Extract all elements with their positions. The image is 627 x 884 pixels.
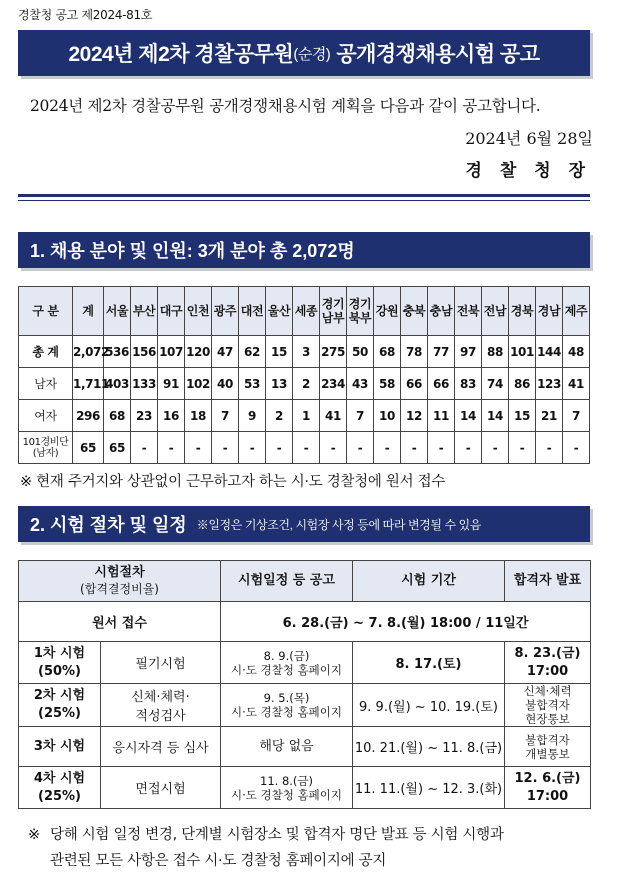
column-header: 경기 북부 — [347, 287, 374, 336]
column-header: 인천 — [185, 287, 212, 336]
header-announce: 시험일정 등 공고 — [221, 561, 353, 602]
row-label: 총 계 — [19, 336, 73, 368]
table-cell: 66 — [428, 368, 455, 400]
column-header: 경기 남부 — [320, 287, 347, 336]
table-cell: 2,072 — [73, 336, 104, 368]
column-header: 구 분 — [19, 287, 73, 336]
column-header: 부산 — [131, 287, 158, 336]
section2-title-note: ※일정은 기상조건, 시험장 사정 등에 따라 변경될 수 있음 — [196, 517, 481, 532]
table-cell: 74 — [482, 368, 509, 400]
table-cell: 47 — [212, 336, 239, 368]
application-row — [19, 602, 591, 642]
stage-result: 신체·체력 불합격자 현장통보 — [505, 684, 591, 727]
application-period: 6. 28.(금) ~ 7. 8.(월) 18:00 / 11일간 — [221, 602, 591, 642]
header-procedure: 시험절차 (합격결정비율) — [19, 561, 221, 602]
table-cell: 41 — [320, 400, 347, 432]
stage-announce: 8. 9.(금) 시·도 경찰청 홈페이지 — [221, 642, 353, 684]
table-cell: 1 — [293, 400, 320, 432]
table-cell: 296 — [73, 400, 104, 432]
table-cell: 2 — [293, 368, 320, 400]
divider-thick — [18, 194, 590, 197]
table-cell: 133 — [131, 368, 158, 400]
table-cell: 403 — [104, 368, 131, 400]
table-cell: - — [482, 432, 509, 464]
stage-type: 신체·체력· 적성검사 — [101, 684, 221, 727]
table-cell: 68 — [374, 336, 401, 368]
stage-type: 면접시험 — [101, 767, 221, 809]
table-cell: 50 — [347, 336, 374, 368]
table-cell: 536 — [104, 336, 131, 368]
stage-type: 응시자격 등 심사 — [101, 727, 221, 767]
column-header: 계 — [73, 287, 104, 336]
table-cell: - — [158, 432, 185, 464]
recruitment-table — [18, 286, 590, 464]
announce-date: 2024년 6월 28일 — [465, 129, 593, 148]
table-cell: - — [347, 432, 374, 464]
table-cell: 234 — [320, 368, 347, 400]
table-cell: 91 — [158, 368, 185, 400]
table-cell: 40 — [212, 368, 239, 400]
column-header: 대전 — [239, 287, 266, 336]
column-header: 광주 — [212, 287, 239, 336]
table-cell: 83 — [455, 368, 482, 400]
table-cell: - — [374, 432, 401, 464]
table-cell: 18 — [185, 400, 212, 432]
table-cell: 78 — [401, 336, 428, 368]
header-result: 합격자 발표 — [505, 561, 591, 602]
stage-result: 12. 6.(금) 17:00 — [505, 767, 591, 809]
divider-thin — [18, 200, 590, 201]
table-cell: - — [428, 432, 455, 464]
row-label: 여자 — [19, 400, 73, 432]
table-cell: - — [509, 432, 536, 464]
section1-note: ※ 현재 주거지와 상관없이 근무하고자 하는 시·도 경찰청에 원서 접수 — [20, 474, 446, 490]
table-cell: 107 — [158, 336, 185, 368]
column-header: 충남 — [428, 287, 455, 336]
recruitment-header-row — [19, 287, 590, 336]
row-label: 101경비단 (남자) — [19, 432, 73, 464]
table-cell: 15 — [266, 336, 293, 368]
section2-title: 2. 시험 절차 및 일정 ※일정은 기상조건, 시험장 사정 등에 따라 변경될 수 있음 — [18, 506, 590, 542]
table-cell: - — [455, 432, 482, 464]
table-cell: 21 — [536, 400, 563, 432]
column-header: 대구 — [158, 287, 185, 336]
column-header: 울산 — [266, 287, 293, 336]
table-cell: 66 — [401, 368, 428, 400]
stage-period: 9. 9.(월) ~ 10. 19.(토) — [353, 684, 505, 727]
stage-result: 불합격자 개별통보 — [505, 727, 591, 767]
stage-row — [19, 727, 591, 767]
table-cell: - — [239, 432, 266, 464]
column-header: 충북 — [401, 287, 428, 336]
table-cell: 9 — [239, 400, 266, 432]
table-cell: 58 — [374, 368, 401, 400]
stage-period: 8. 17.(토) — [353, 642, 505, 684]
title-main: 2024년 제2차 경찰공무원 — [68, 43, 294, 66]
column-header: 세종 — [293, 287, 320, 336]
application-label: 원서 접수 — [19, 602, 221, 642]
column-header: 전북 — [455, 287, 482, 336]
intro-text: 2024년 제2차 경찰공무원 공개경쟁채용시험 계획을 다음과 같이 공고합니다. — [30, 97, 541, 115]
document-number: 경찰청 공고 제2024-81호 — [18, 8, 153, 22]
table-cell: 7 — [563, 400, 590, 432]
table-cell: 11 — [428, 400, 455, 432]
stage-row — [19, 642, 591, 684]
stage-period: 10. 21.(월) ~ 11. 8.(금) — [353, 727, 505, 767]
column-header: 경남 — [536, 287, 563, 336]
issuer: 경 찰 청 장 — [465, 161, 591, 181]
table-cell: 3 — [293, 336, 320, 368]
stage-announce: 해당 없음 — [221, 727, 353, 767]
schedule-header-row — [19, 561, 591, 602]
table-cell: 10 — [374, 400, 401, 432]
table-cell: 123 — [536, 368, 563, 400]
table-cell: 16 — [158, 400, 185, 432]
section1-title: 1. 채용 분야 및 인원: 3개 분야 총 2,072명 — [18, 232, 590, 268]
table-cell: 14 — [482, 400, 509, 432]
table-cell: 101 — [509, 336, 536, 368]
page-title — [18, 30, 590, 76]
table-cell: - — [266, 432, 293, 464]
table-cell: 68 — [104, 400, 131, 432]
column-header: 강원 — [374, 287, 401, 336]
table-cell: - — [293, 432, 320, 464]
table-cell: - — [401, 432, 428, 464]
header-period: 시험 기간 — [353, 561, 505, 602]
table-cell: 97 — [455, 336, 482, 368]
stage-period: 11. 11.(월) ~ 12. 3.(화) — [353, 767, 505, 809]
table-cell: 15 — [509, 400, 536, 432]
table-cell: - — [131, 432, 158, 464]
table-cell: 7 — [212, 400, 239, 432]
table-cell: 41 — [563, 368, 590, 400]
row-label: 남자 — [19, 368, 73, 400]
table-cell: 14 — [455, 400, 482, 432]
table-cell: 2 — [266, 400, 293, 432]
stage-name: 2차 시험 (25%) — [19, 684, 101, 727]
table-cell: 275 — [320, 336, 347, 368]
column-header: 서울 — [104, 287, 131, 336]
table-cell: - — [536, 432, 563, 464]
table-cell: 65 — [104, 432, 131, 464]
section2-note: ※ 당해 시험 일정 변경, 단계별 시험장소 및 합격자 명단 발표 등 시험 시행과 관련된 모든 사항은 접수 시·도 경찰청 홈페이지에 공지 — [28, 827, 504, 869]
stage-row — [19, 767, 591, 809]
column-header: 전남 — [482, 287, 509, 336]
stage-type: 필기시험 — [101, 642, 221, 684]
table-row — [19, 336, 590, 368]
table-cell: - — [185, 432, 212, 464]
stage-row — [19, 684, 591, 727]
stage-announce: 11. 8.(금) 시·도 경찰청 홈페이지 — [221, 767, 353, 809]
stage-name: 1차 시험 (50%) — [19, 642, 101, 684]
stage-name: 4차 시험 (25%) — [19, 767, 101, 809]
stage-result: 8. 23.(금) 17:00 — [505, 642, 591, 684]
table-cell: 1,711 — [73, 368, 104, 400]
table-cell: 77 — [428, 336, 455, 368]
table-cell: 120 — [185, 336, 212, 368]
table-row — [19, 368, 590, 400]
table-cell: 13 — [266, 368, 293, 400]
column-header: 경북 — [509, 287, 536, 336]
table-cell: 102 — [185, 368, 212, 400]
table-row — [19, 432, 590, 464]
table-cell: 65 — [73, 432, 104, 464]
table-cell: 62 — [239, 336, 266, 368]
title-small: (순경) — [293, 45, 331, 63]
title-rest: 공개경쟁채용시험 공고 — [336, 43, 540, 66]
table-cell: 48 — [563, 336, 590, 368]
table-cell: 88 — [482, 336, 509, 368]
table-cell: 156 — [131, 336, 158, 368]
table-cell: - — [563, 432, 590, 464]
table-cell: - — [212, 432, 239, 464]
table-row — [19, 400, 590, 432]
table-cell: - — [320, 432, 347, 464]
stage-announce: 9. 5.(목) 시·도 경찰청 홈페이지 — [221, 684, 353, 727]
schedule-table — [18, 560, 591, 809]
table-cell: 23 — [131, 400, 158, 432]
stage-name: 3차 시험 — [19, 727, 101, 767]
table-cell: 43 — [347, 368, 374, 400]
table-cell: 144 — [536, 336, 563, 368]
table-cell: 7 — [347, 400, 374, 432]
table-cell: 12 — [401, 400, 428, 432]
table-cell: 86 — [509, 368, 536, 400]
column-header: 제주 — [563, 287, 590, 336]
table-cell: 53 — [239, 368, 266, 400]
